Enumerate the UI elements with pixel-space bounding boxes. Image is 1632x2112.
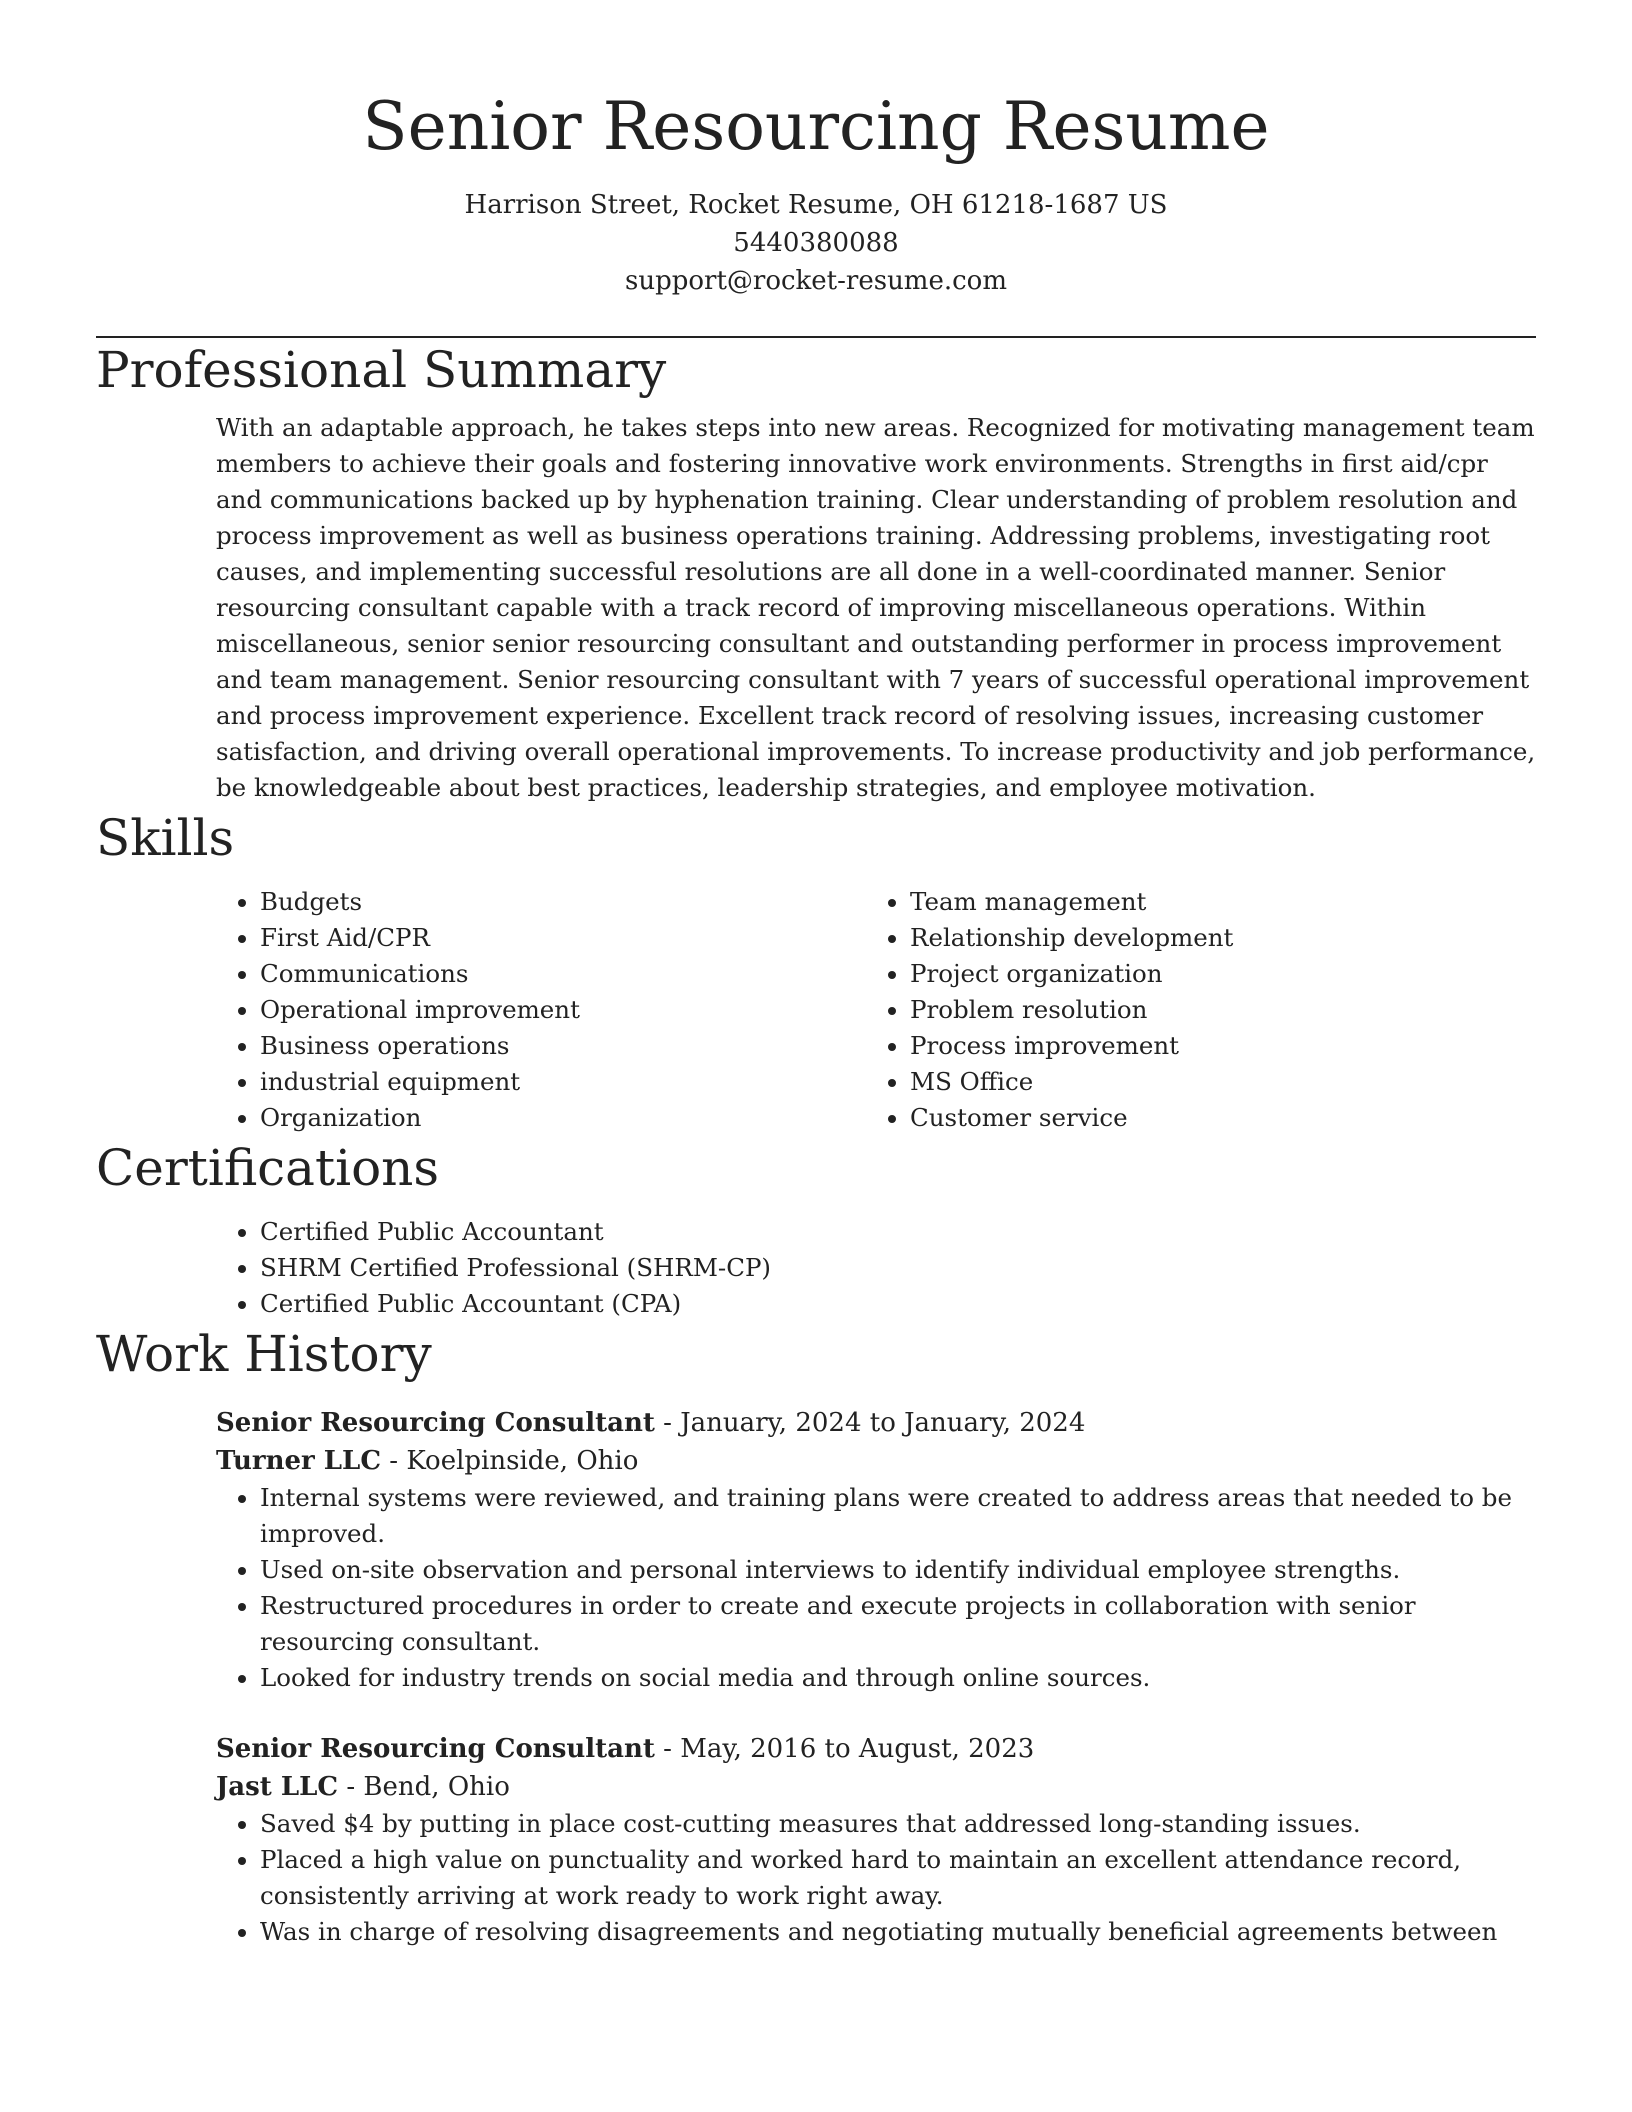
skills-grid (216, 884, 1536, 1136)
job-bullet: • Was in charge of resolving disagreements and negotiating mutually beneficial agreements between (260, 1914, 1536, 1950)
skill-item: • Relationship development (910, 920, 1516, 956)
certification-item: • SHRM Certified Professional (SHRM-CP) (260, 1250, 1536, 1286)
job-bullet: • Internal systems were reviewed, and training plans were created to address areas that needed to be improved. (260, 1480, 1536, 1552)
certifications-section (96, 1136, 1536, 1322)
contact-email: support@rocket-resume.com (624, 266, 1007, 296)
skills-list-right (866, 884, 1516, 1136)
job-bullet-list (216, 1806, 1536, 1950)
skill-item: • Customer service (910, 1100, 1516, 1136)
certification-item: • Certified Public Accountant (260, 1214, 1536, 1250)
skill-item: • Business operations (260, 1028, 866, 1064)
job-company: Jast LLC (216, 1772, 339, 1802)
work-history-section (96, 1322, 1536, 1950)
job-bullet: • Restructured procedures in order to create and execute projects in collaboration with senior resourcing consultant. (260, 1588, 1536, 1660)
certifications-heading: Certifications (96, 1139, 440, 1197)
skill-item: • Communications (260, 956, 866, 992)
summary-text: With an adaptable approach, he takes steps into new areas. Recognized for motivating management team members to achieve their goals and fostering innovative work environments. Strengths in first aid/cpr and communications backed up by hyphenation training. Clear understanding of problem resolution and process improvement as well as business operations training. Addressing problems, investigating root causes, and implementing successful resolutions are all done in a well-coordinated manner. Senior resourcing consultant capable with a track record of improving miscellaneous operations. Within miscellaneous, senior senior resourcing consultant and outstanding performer in process improvement and team management. Senior resourcing consultant with 7 years of successful operational improvement and process improvement experience. Excellent track record of resolving issues, increasing customer satisfaction, and driving overall operational improvements. To increase productivity and job performance, be knowledgeable about best practices, leadership strategies, and employee motivation. (216, 413, 1536, 802)
skill-item: • Organization (260, 1100, 866, 1136)
job-bullet: • Placed a high value on punctuality and worked hard to maintain an excellent attendance record, consistently arriving at work ready to work right away. (260, 1842, 1536, 1914)
certifications-list-wrapper (216, 1214, 1536, 1322)
job-bullet: • Looked for industry trends on social media and through online sources. (260, 1660, 1536, 1696)
professional-summary-section (96, 338, 1536, 806)
skills-column-right (866, 884, 1516, 1136)
skills-list-left (216, 884, 866, 1136)
skills-heading: Skills (96, 809, 235, 867)
work-history-heading: Work History (96, 1325, 432, 1383)
skill-item: • industrial equipment (260, 1064, 866, 1100)
job-role: Senior Resourcing Consultant (216, 1408, 655, 1438)
job-entry (216, 1404, 1536, 1696)
resume-page (96, 0, 1536, 1950)
job-title-line (216, 1730, 1536, 1768)
job-bullet: • Saved $4 by putting in place cost-cutting measures that addressed long-standing issues. (260, 1806, 1536, 1842)
skill-item: • First Aid/CPR (260, 920, 866, 956)
job-location: - Koelpinside, Ohio (381, 1446, 639, 1476)
skill-item: • Operational improvement (260, 992, 866, 1028)
skill-item: • MS Office (910, 1064, 1516, 1100)
job-bullet-list (216, 1480, 1536, 1696)
job-dates: - January, 2024 to January, 2024 (654, 1408, 1086, 1438)
job-dates: - May, 2016 to August, 2023 (654, 1734, 1035, 1764)
job-entry (216, 1730, 1536, 1950)
certification-item: • Certified Public Accountant (CPA) (260, 1286, 1536, 1322)
certifications-list (216, 1214, 1536, 1322)
job-company: Turner LLC (216, 1446, 382, 1476)
job-role: Senior Resourcing Consultant (216, 1734, 655, 1764)
job-company-line (216, 1768, 1536, 1806)
skill-item: • Team management (910, 884, 1516, 920)
skill-item: • Problem resolution (910, 992, 1516, 1028)
resume-header (96, 0, 1536, 300)
skills-section (96, 806, 1536, 1136)
summary-heading: Professional Summary (96, 341, 667, 399)
contact-address: Harrison Street, Rocket Resume, OH 61218-1687 US (464, 190, 1168, 220)
skills-column-left (216, 884, 866, 1136)
resume-title: Senior Resourcing Resume (362, 88, 1270, 165)
job-bullet: • Used on-site observation and personal interviews to identify individual employee strengths. (260, 1552, 1536, 1588)
job-location: - Bend, Ohio (338, 1772, 510, 1802)
skill-item: • Process improvement (910, 1028, 1516, 1064)
contact-phone: 5440380088 (733, 228, 899, 258)
skill-item: • Project organization (910, 956, 1516, 992)
job-title-line (216, 1404, 1536, 1442)
job-company-line (216, 1442, 1536, 1480)
skill-item: • Budgets (260, 884, 866, 920)
